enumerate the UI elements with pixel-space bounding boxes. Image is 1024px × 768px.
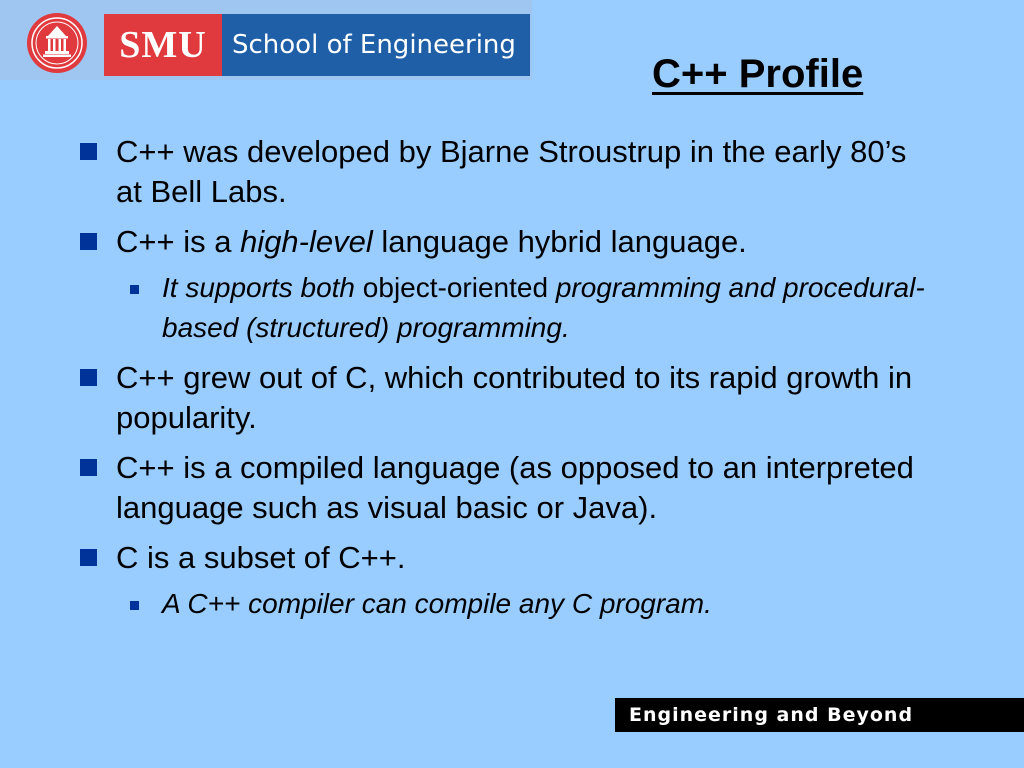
bullet-item (80, 448, 940, 528)
sub-bullet-text-emphasis: It supports both (162, 272, 356, 303)
bullet-text: C++ is a compiled language (as opposed to an interpreted language such as visual basic or Java). (116, 450, 914, 525)
smu-logo-text: SMU (104, 14, 222, 76)
small-square-bullet-icon (130, 601, 139, 610)
sub-bullet-text-part: object-oriented (355, 272, 556, 303)
bullet-text-part: language hybrid language. (372, 224, 747, 259)
school-of-engineering-logo-text: School of Engineering (222, 14, 530, 76)
bullet-text: C++ grew out of C, which contributed to its rapid growth in popularity. (116, 360, 913, 435)
university-seal-icon (26, 12, 88, 74)
bullet-item (80, 538, 940, 578)
footer-tagline: Engineering and Beyond (615, 698, 1024, 732)
square-bullet-icon (80, 459, 97, 476)
sub-bullet-item (126, 268, 940, 348)
sub-bullet-text-emphasis: programming and procedural-based (structured) programming. (162, 272, 925, 343)
sub-bullet-item (126, 584, 940, 624)
bullet-item (80, 358, 940, 438)
bullet-text: C++ was developed by Bjarne Stroustrup in the early 80’s at Bell Labs. (116, 134, 907, 209)
square-bullet-icon (80, 143, 97, 160)
bullet-item (80, 222, 940, 262)
square-bullet-icon (80, 549, 97, 566)
slide-content (80, 132, 940, 634)
bullet-text-part: C++ is a (116, 224, 241, 259)
bullet-text-emphasis: high-level (240, 224, 373, 259)
smu-logo-banner (0, 0, 532, 80)
sub-bullet-text: A C++ compiler can compile any C program. (162, 588, 712, 619)
bullet-text: C is a subset of C++. (116, 540, 406, 575)
square-bullet-icon (80, 369, 97, 386)
slide-title: C++ Profile (652, 52, 864, 96)
small-square-bullet-icon (130, 285, 139, 294)
square-bullet-icon (80, 233, 97, 250)
bullet-item (80, 132, 940, 212)
